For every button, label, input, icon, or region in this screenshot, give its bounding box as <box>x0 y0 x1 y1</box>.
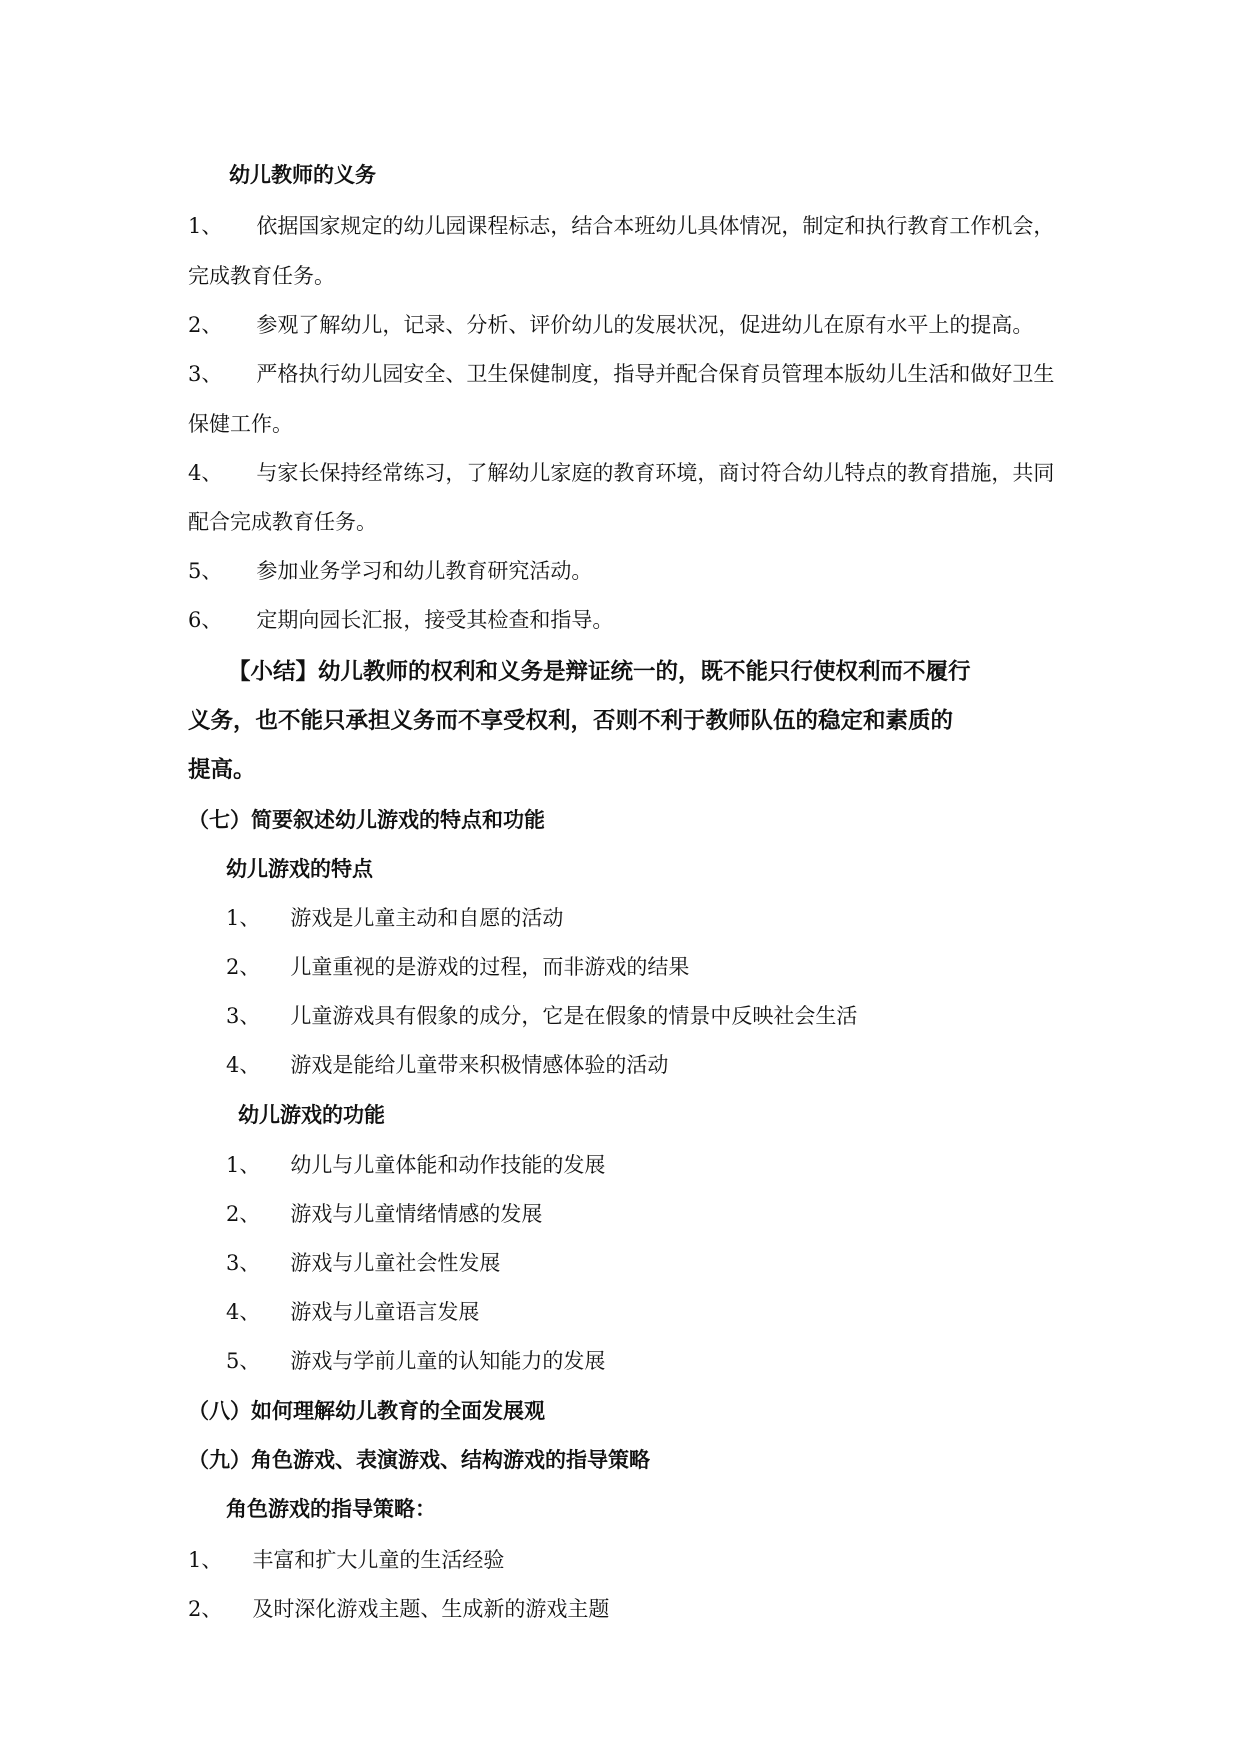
item-text: 游戏是能给儿童带来积极情感体验的活动 <box>290 1053 669 1077</box>
item-number: 2、 <box>188 313 223 337</box>
role-play-item-1 <box>188 1545 504 1575</box>
game-feature-item-3 <box>226 1001 857 1031</box>
game-function-item-4 <box>226 1297 479 1327</box>
item-number: 2、 <box>226 1202 261 1226</box>
item-number: 4、 <box>188 461 223 485</box>
item-text: 儿童重视的是游戏的过程，而非游戏的结果 <box>290 955 690 979</box>
item-number: 3、 <box>226 1004 261 1028</box>
item-number: 4、 <box>226 1053 261 1077</box>
obligation-item-5 <box>188 556 592 586</box>
obligation-item-2 <box>188 310 1033 340</box>
item-text: 幼儿与儿童体能和动作技能的发展 <box>290 1153 606 1177</box>
obligation-item-6 <box>188 605 613 635</box>
obligations-heading: 幼儿教师的义务 <box>229 163 376 187</box>
item-number: 2、 <box>188 1597 223 1621</box>
item-text: 游戏与学前儿童的认知能力的发展 <box>290 1349 606 1373</box>
item-text: 依据国家规定的幼儿园课程标志，结合本班幼儿具体情况，制定和执行教育工作机会， <box>256 214 1055 238</box>
item-text: 严格执行幼儿园安全、卫生保健制度，指导并配合保育员管理本版幼儿生活和做好卫生 <box>256 362 1055 386</box>
q9-heading: （九）角色游戏、表演游戏、结构游戏的指导策略 <box>188 1448 650 1472</box>
item-text: 儿童游戏具有假象的成分，它是在假象的情景中反映社会生活 <box>290 1004 858 1028</box>
summary-line-1: 【小结】幼儿教师的权利和义务是辩证统一的，既不能只行使权利而不履行 <box>228 659 971 685</box>
item-number: 2、 <box>226 955 261 979</box>
game-function-item-2 <box>226 1199 542 1229</box>
item-text: 参加业务学习和幼儿教育研究活动。 <box>256 559 593 583</box>
game-features-heading: 幼儿游戏的特点 <box>226 857 373 881</box>
obligation-item-4-continued: 配合完成教育任务。 <box>188 510 377 534</box>
item-number: 3、 <box>188 362 223 386</box>
role-play-heading: 角色游戏的指导策略： <box>226 1497 436 1521</box>
summary-line-2: 义务，也不能只承担义务而不享受权利，否则不利于教师队伍的稳定和素质的 <box>188 708 954 734</box>
game-function-item-1 <box>226 1150 605 1180</box>
game-functions-heading: 幼儿游戏的功能 <box>238 1103 385 1127</box>
item-number: 1、 <box>188 1548 223 1572</box>
game-feature-item-4 <box>226 1050 668 1080</box>
item-number: 1、 <box>226 1153 261 1177</box>
item-text: 参观了解幼儿，记录、分析、评价幼儿的发展状况，促进幼儿在原有水平上的提高。 <box>256 313 1034 337</box>
item-number: 5、 <box>226 1349 261 1373</box>
game-function-item-5 <box>226 1346 605 1376</box>
q7-heading: （七）简要叙述幼儿游戏的特点和功能 <box>188 808 545 832</box>
obligation-item-4 <box>188 458 1054 488</box>
item-number: 3、 <box>226 1251 261 1275</box>
item-number: 1、 <box>226 906 261 930</box>
item-text: 游戏是儿童主动和自愿的活动 <box>290 906 564 930</box>
summary-line-3: 提高。 <box>188 757 256 783</box>
item-number: 6、 <box>188 608 223 632</box>
item-text: 定期向园长汇报，接受其检查和指导。 <box>256 608 614 632</box>
item-text: 丰富和扩大儿童的生活经验 <box>252 1548 505 1572</box>
item-text: 游戏与儿童语言发展 <box>290 1300 480 1324</box>
item-text: 游戏与儿童情绪情感的发展 <box>290 1202 543 1226</box>
role-play-item-2 <box>188 1594 609 1624</box>
game-feature-item-1 <box>226 903 563 933</box>
item-text: 及时深化游戏主题、生成新的游戏主题 <box>252 1597 610 1621</box>
obligation-item-1-continued: 完成教育任务。 <box>188 264 335 288</box>
item-number: 4、 <box>226 1300 261 1324</box>
item-text: 游戏与儿童社会性发展 <box>290 1251 501 1275</box>
obligation-item-3 <box>188 359 1054 389</box>
q8-heading: （八）如何理解幼儿教育的全面发展观 <box>188 1399 545 1423</box>
obligation-item-3-continued: 保健工作。 <box>188 412 293 436</box>
item-text: 与家长保持经常练习，了解幼儿家庭的教育环境，商讨符合幼儿特点的教育措施，共同 <box>256 461 1055 485</box>
game-function-item-3 <box>226 1248 500 1278</box>
item-number: 1、 <box>188 214 223 238</box>
obligation-item-1 <box>188 211 1054 241</box>
item-number: 5、 <box>188 559 223 583</box>
game-feature-item-2 <box>226 952 689 982</box>
